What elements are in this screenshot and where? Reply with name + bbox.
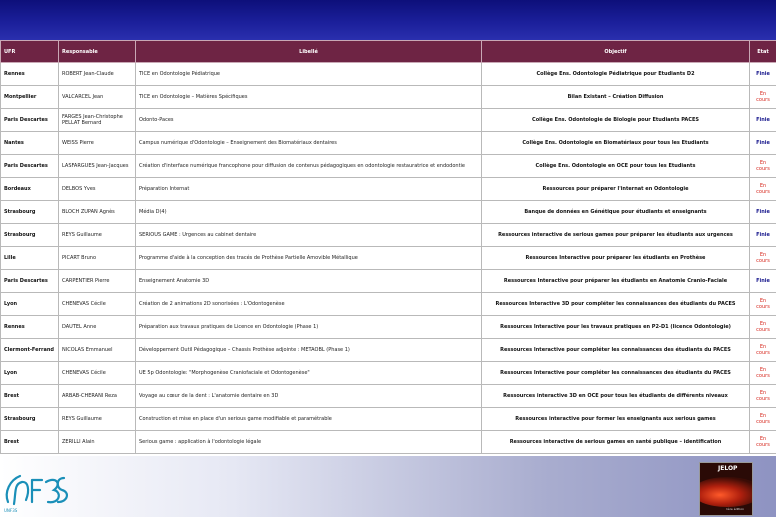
cell-libelle: Odonto-Paces xyxy=(136,109,482,132)
cell-libelle: Programme d'aide à la conception des tracés de Prothèse Partielle Amovible Métallique xyxy=(136,247,482,270)
cell-objectif: Banque de données en Génétique pour étudiants et enseignants xyxy=(482,201,750,224)
cell-objectif: Ressources interactive de serious games en santé publique – identification xyxy=(482,431,750,454)
cell-responsable: WEISS Pierre xyxy=(59,132,136,155)
cell-objectif: Ressources interactive 3D en OCE pour tous les étudiants de différents niveaux xyxy=(482,385,750,408)
cell-objectif: Collège Ens. Odontologie en Biomatériaux pour tous les Etudiants xyxy=(482,132,750,155)
cell-libelle: Serious game : application à l'odontologie légale xyxy=(136,431,482,454)
cell-ufr: Rennes xyxy=(1,316,59,339)
cell-libelle: Enseignement Anatomie 3D xyxy=(136,270,482,293)
table-row xyxy=(1,316,776,339)
cell-responsable: PICART Bruno xyxy=(59,247,136,270)
cell-etat: Finie xyxy=(750,109,776,132)
cell-objectif: Ressources pour préparer l'internat en Odontologie xyxy=(482,178,750,201)
cell-libelle: SERIOUS GAME : Urgences au cabinet dentaire xyxy=(136,224,482,247)
table-row xyxy=(1,270,776,293)
cell-ufr: Strasbourg xyxy=(1,224,59,247)
cell-ufr: Lille xyxy=(1,247,59,270)
cell-objectif: Ressources Interactive pour compléter les connaissances des étudiants du PACES xyxy=(482,339,750,362)
cell-responsable: CHENEVAS Cécile xyxy=(59,362,136,385)
cell-ufr: Paris Descartes xyxy=(1,109,59,132)
cell-objectif: Ressources interactive de serious games pour préparer les étudiants aux urgences xyxy=(482,224,750,247)
cell-etat: En cours xyxy=(750,362,776,385)
cell-etat: En cours xyxy=(750,408,776,431)
cell-responsable: ROBERT Jean-Claude xyxy=(59,63,136,86)
cell-ufr: Montpellier xyxy=(1,86,59,109)
cell-responsable: NICOLAS Emmanuel xyxy=(59,339,136,362)
logo-text: UNF3S xyxy=(4,508,18,513)
cell-libelle: Développement Outil Pédagogique – Chassis Prothèse adjointe : METAOBL (Phase 1) xyxy=(136,339,482,362)
cell-objectif: Collège Ens. Odontologie en OCE pour tous les Etudiants xyxy=(482,155,750,178)
table-row xyxy=(1,201,776,224)
cell-etat: En cours xyxy=(750,247,776,270)
table-row xyxy=(1,293,776,316)
cell-libelle: TICE en Odontologie Pédiatrique xyxy=(136,63,482,86)
cell-libelle: Création d'interface numérique francophone pour diffusion de contenus pédagogiques en odontologie restauratrice et endodontie xyxy=(136,155,482,178)
cell-ufr: Bordeaux xyxy=(1,178,59,201)
cell-objectif: Ressources Interactive pour préparer les étudiants en Anatomie Cranio-Faciale xyxy=(482,270,750,293)
table-row xyxy=(1,155,776,178)
table-row xyxy=(1,86,776,109)
table-row xyxy=(1,224,776,247)
cell-etat: Finie xyxy=(750,201,776,224)
cell-etat: Finie xyxy=(750,224,776,247)
header-responsable: Responsable xyxy=(59,41,136,63)
header-ufr: UFR xyxy=(1,41,59,63)
cell-libelle: TICE en Odontologie – Matières Spécifiques xyxy=(136,86,482,109)
cell-etat: En cours xyxy=(750,293,776,316)
cell-objectif: Ressources Interactive pour préparer les étudiants en Prothèse xyxy=(482,247,750,270)
table-row xyxy=(1,339,776,362)
cell-ufr: Strasbourg xyxy=(1,201,59,224)
cell-objectif: Collège Ens. Odontologie Pédiatrique pour Etudiants D2 xyxy=(482,63,750,86)
cell-etat: En cours xyxy=(750,316,776,339)
table-row xyxy=(1,109,776,132)
cell-responsable: ZERILLI Alain xyxy=(59,431,136,454)
cell-responsable: REYS Guillaume xyxy=(59,224,136,247)
cell-objectif: Bilan Existant – Création Diffusion xyxy=(482,86,750,109)
projects-table-container xyxy=(0,40,776,454)
cell-etat: Finie xyxy=(750,270,776,293)
cell-objectif: Collège Ens. Odontologie de Biologie pour Etudiants PACES xyxy=(482,109,750,132)
cell-ufr: Paris Descartes xyxy=(1,270,59,293)
header-objectif: Objectif xyxy=(482,41,750,63)
table-row xyxy=(1,362,776,385)
table-row xyxy=(1,431,776,454)
table-row xyxy=(1,63,776,86)
cell-ufr: Nantes xyxy=(1,132,59,155)
top-banner xyxy=(0,0,776,40)
jelop-badge xyxy=(699,462,753,516)
cell-responsable: BLOCH ZUPAN Agnès xyxy=(59,201,136,224)
header-libelle: Libellé xyxy=(136,41,482,63)
cell-etat: Finie xyxy=(750,63,776,86)
cell-ufr: Brest xyxy=(1,431,59,454)
cell-etat: En cours xyxy=(750,178,776,201)
cell-libelle: Voyage au cœur de la dent : L'anatomie dentaire en 3D xyxy=(136,385,482,408)
cell-libelle: Construction et mise en place d'un serious game modifiable et paramétrable xyxy=(136,408,482,431)
cell-ufr: Paris Descartes xyxy=(1,155,59,178)
cell-etat: En cours xyxy=(750,385,776,408)
table-row xyxy=(1,178,776,201)
cell-libelle: Média D(4) xyxy=(136,201,482,224)
cell-libelle: Création de 2 animations 2D sonorisées : L'Odontogenèse xyxy=(136,293,482,316)
cell-responsable: CHENEVAS Cécile xyxy=(59,293,136,316)
cell-libelle: Préparation Internat xyxy=(136,178,482,201)
table-row xyxy=(1,247,776,270)
cell-objectif: Ressources Interactive pour compléter les connaissances des étudiants du PACES xyxy=(482,362,750,385)
cell-responsable: FARGES Jean-Christophe PELLAT Bernard xyxy=(59,109,136,132)
cell-etat: En cours xyxy=(750,339,776,362)
badge-title: JELOP xyxy=(718,465,738,472)
cell-responsable: CARPENTIER Pierre xyxy=(59,270,136,293)
cell-ufr: Clermont-Ferrand xyxy=(1,339,59,362)
cell-ufr: Rennes xyxy=(1,63,59,86)
cell-objectif: Ressources interactive pour former les enseignants aux serious games xyxy=(482,408,750,431)
cell-responsable: ARBAB-CHERANI Reza xyxy=(59,385,136,408)
cell-responsable: REYS Guillaume xyxy=(59,408,136,431)
table-body xyxy=(1,63,776,454)
cell-ufr: Lyon xyxy=(1,362,59,385)
cell-responsable: VALCARCEL Jean xyxy=(59,86,136,109)
table-row xyxy=(1,132,776,155)
cell-etat: En cours xyxy=(750,86,776,109)
table-row xyxy=(1,385,776,408)
cell-libelle: UE 5p Odontologie: "Morphogenèse Craniofaciale et Odontogenèse" xyxy=(136,362,482,385)
cell-libelle: Préparation aux travaux pratiques de Licence en Odontologie (Phase 1) xyxy=(136,316,482,339)
cell-objectif: Ressources Interactive 3D pour compléter les connaissances des étudiants du PACES xyxy=(482,293,750,316)
cell-ufr: Brest xyxy=(1,385,59,408)
unf3s-logo xyxy=(2,466,72,514)
projects-table xyxy=(0,40,776,454)
cell-etat: Finie xyxy=(750,132,776,155)
cell-etat: En cours xyxy=(750,431,776,454)
table-header-row xyxy=(1,41,776,63)
cell-etat: En cours xyxy=(750,155,776,178)
table-row xyxy=(1,408,776,431)
cell-libelle: Campus numérique d'Odontologie – Enseignement des Biomatériaux dentaires xyxy=(136,132,482,155)
footer-band xyxy=(0,456,776,517)
cell-responsable: LASFARGUES Jean-Jacques xyxy=(59,155,136,178)
cell-responsable: DELBOS Yves xyxy=(59,178,136,201)
cell-responsable: DAUTEL Anne xyxy=(59,316,136,339)
badge-swirl xyxy=(699,477,753,507)
cell-ufr: Strasbourg xyxy=(1,408,59,431)
cell-objectif: Ressources Interactive pour les travaux pratiques en P2-D1 (licence Odontologie) xyxy=(482,316,750,339)
header-etat: Etat xyxy=(750,41,776,63)
badge-edition: 1ère édition xyxy=(726,507,745,511)
cell-ufr: Lyon xyxy=(1,293,59,316)
